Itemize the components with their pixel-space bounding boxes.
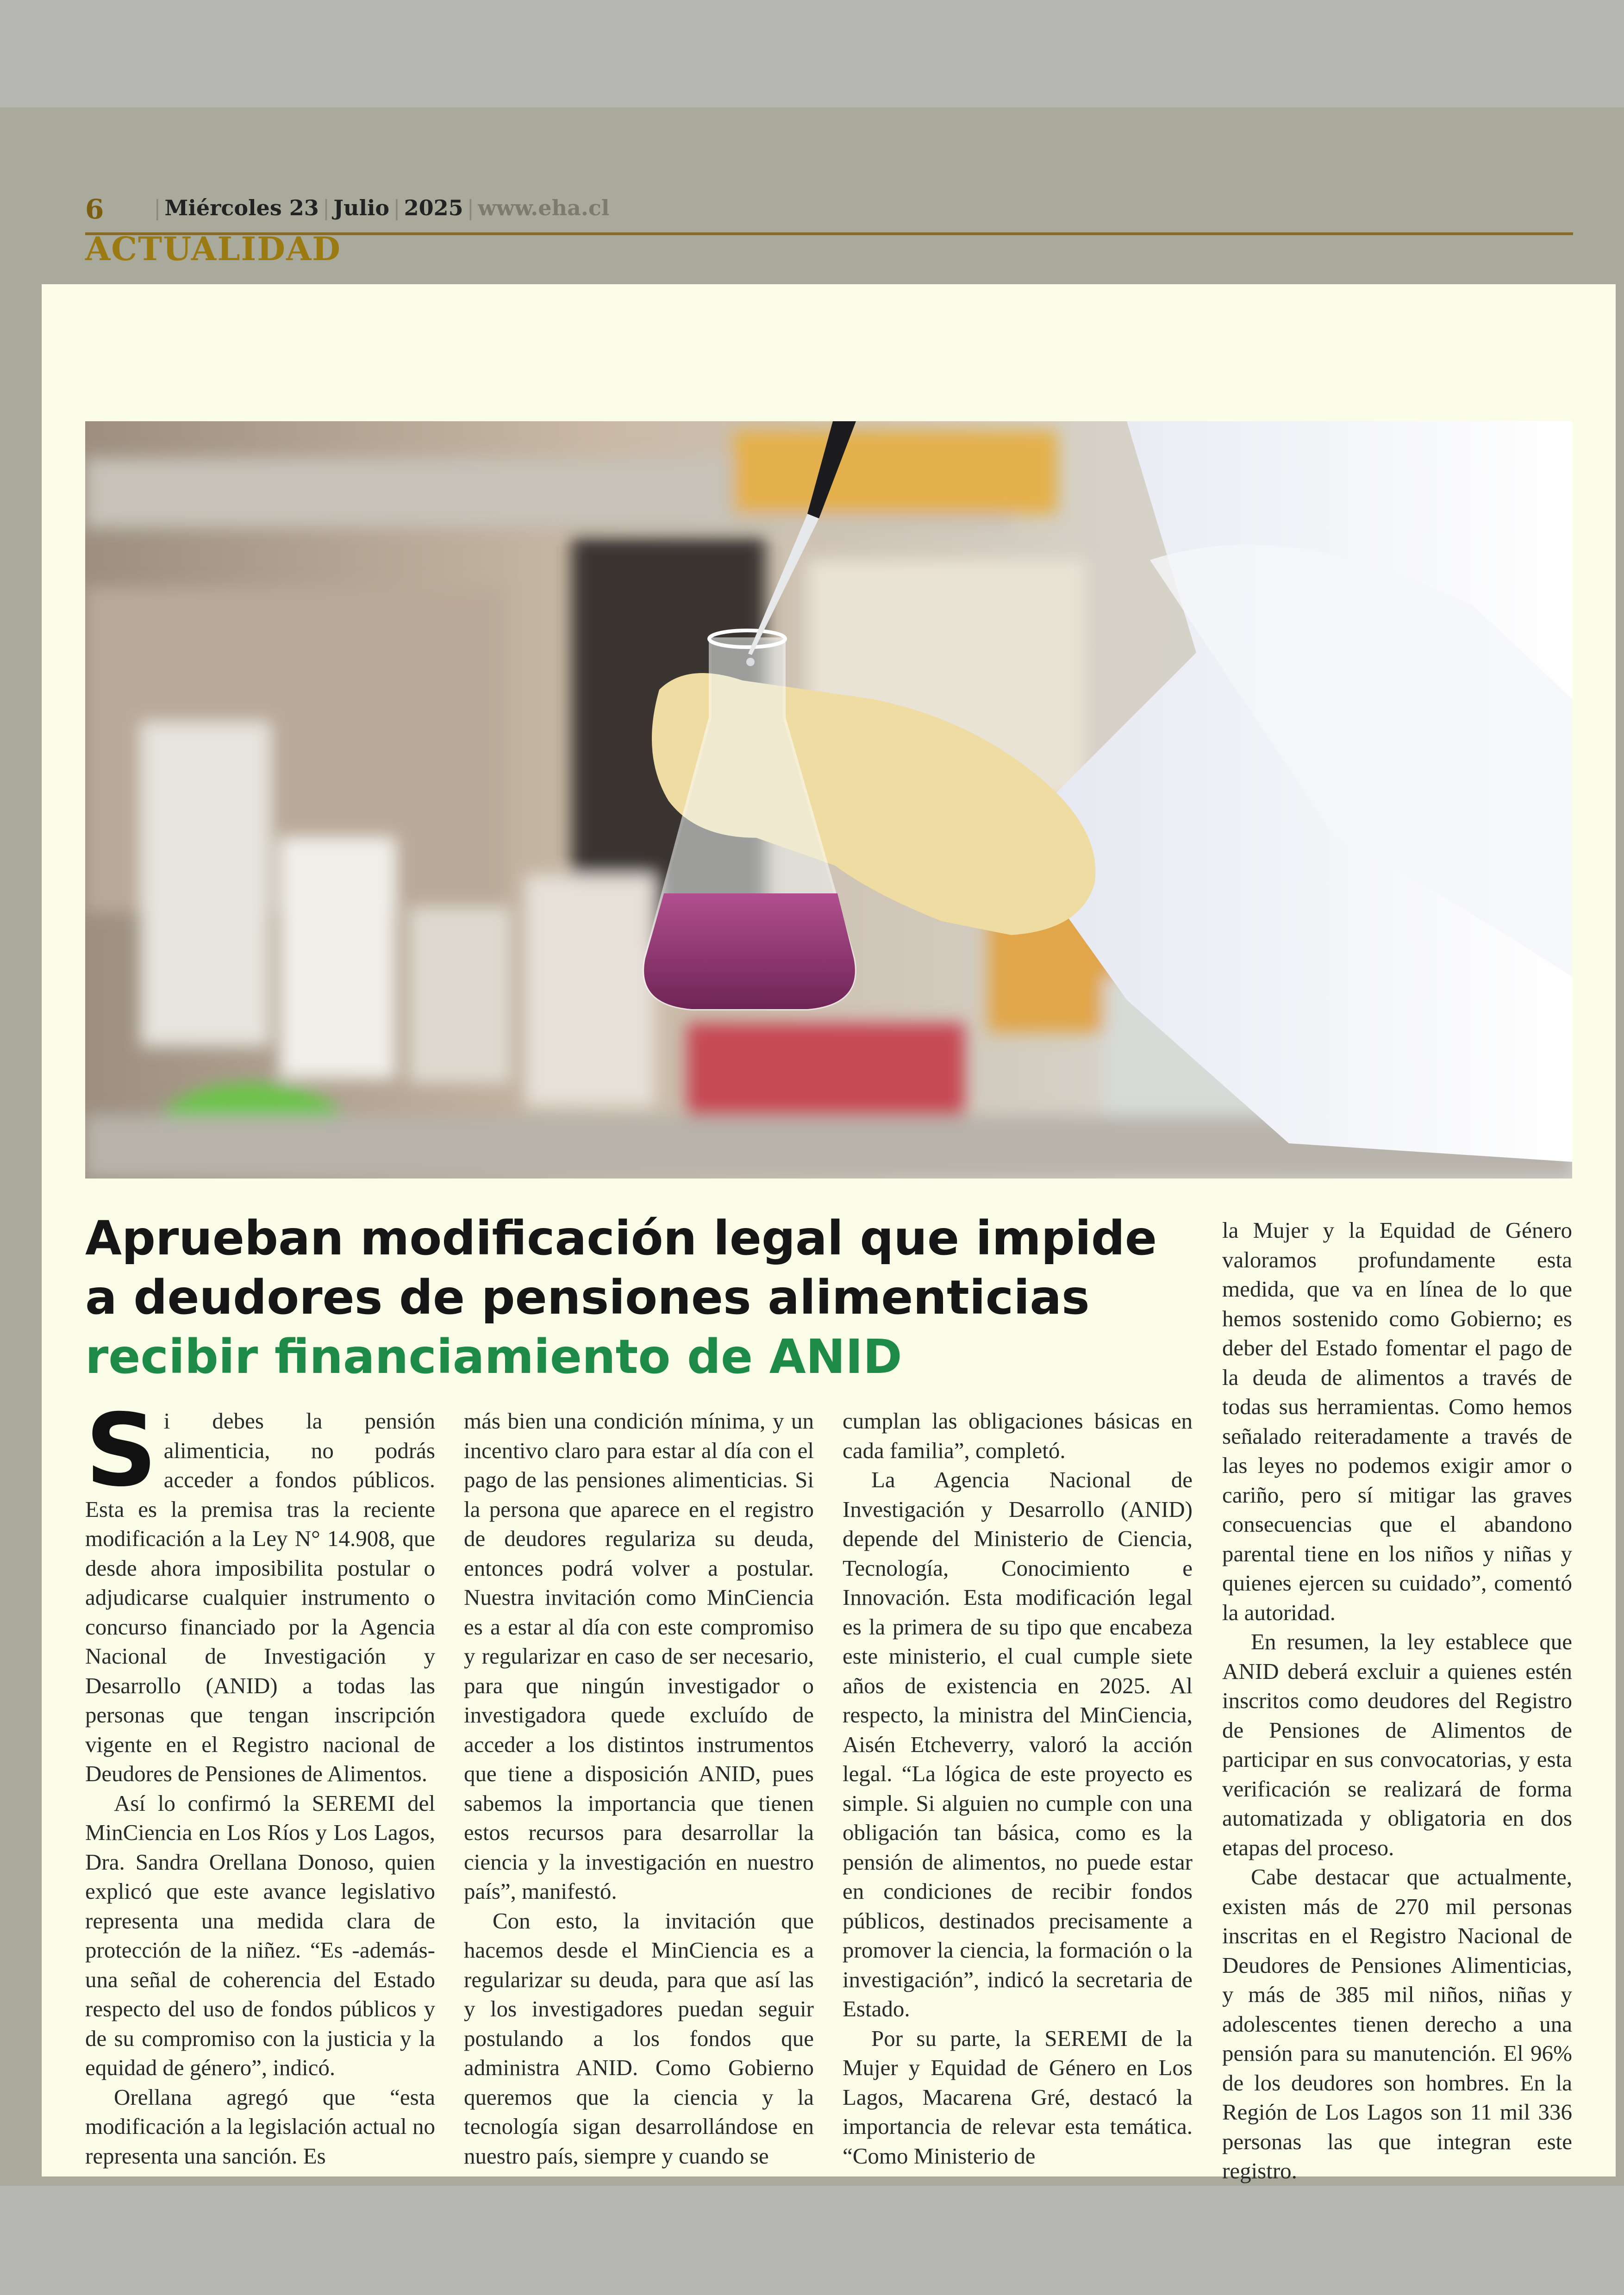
article-column-3	[843, 1406, 1193, 2170]
dateline: | Miércoles 23 | Julio | 2025 | www.eha.cl	[154, 195, 610, 220]
article-column-4	[1222, 1216, 1572, 2186]
article-headline	[85, 1209, 1206, 1387]
article-column-2	[464, 1406, 814, 2170]
paragraph: más bien una condición mínima, y un incentivo claro para estar al día con el pago de las pensiones alimenticias. Si la persona que aparece en el registro de deudores regulariza su deuda, entonces podrá volver a postular. Nuestra invitación como MinCiencia es a estar al día con este compromiso y regularizar en caso de ser necesario, para que ningún investigador o investigadora quede excluído de acceder a los distintos instrumentos que tiene a disposición ANID, pues sabemos la importancia que tienen estos recursos para desarrollar la ciencia y la investigación en nuestro país”, manifestó.	[464, 1408, 814, 1904]
article-column-1	[85, 1392, 435, 2170]
paragraph: Orellana agregó que “esta modificación a la legislación actual no representa una sanción. Es	[85, 2084, 435, 2169]
date-year: 2025	[404, 195, 463, 220]
paragraph: En resumen, la ley establece que ANID deberá excluir a quienes estén inscritos como deudores del Registro de Pensiones de Alimentos de participar en sus convocatorias, y esta verificación se realizará de forma automatizada y obligatoria en dos etapas del proceso.	[1222, 1629, 1572, 1860]
page-number: 6	[85, 193, 104, 225]
website-link[interactable]: www.eha.cl	[478, 195, 610, 220]
headline-line-2: a deudores de pensiones alimenticias	[85, 1270, 1090, 1325]
article-card	[42, 284, 1616, 2183]
lab-flask-photo	[85, 421, 1572, 1179]
page-header	[85, 186, 1573, 235]
paragraph: cumplan las obligaciones básicas en cada familia”, completó.	[843, 1408, 1193, 1463]
date-day: Miércoles 23	[164, 195, 319, 220]
newspaper-page	[0, 107, 1624, 2186]
paragraph: la Mujer y la Equidad de Género valoramos profundamente esta medida, que va en línea de lo que hemos sostenido como Gobierno; es deber del Estado fomentar el pago de la deuda de alimentos a través de todas sus herramientas. Como hemos señalado reiteradamente a través de las leyes no podemos exigir amor o cariño, pero sí mitigar las graves consecuencias que el abandono parental tiene en los niños y niñas y quienes ejercen su cuidado”, comentó la autoridad.	[1222, 1217, 1572, 1625]
drop-cap: S	[85, 1392, 157, 1509]
paragraph: Con esto, la invitación que hacemos desde el MinCiencia es a regularizar su deuda, para que así las y los investigadores puedan seguir postulando a los fondos que administra ANID. Como Gobierno queremos que la ciencia y la tecnología sigan desarrollándose en nuestro país, siempre y cuando se	[464, 1908, 814, 2169]
headline-line-3: recibir financiamiento de ANID	[85, 1329, 902, 1384]
date-month: Julio	[333, 195, 390, 220]
paragraph: Si debes la pensión alimenticia, no podrás acceder a fondos públicos. Esta es la premisa tras la reciente modificación a la Ley N° 14.908, que desde ahora imposibilita postular o adjudicarse cualquier instrumento o concurso financiado por la Agencia Nacional de Investigación y Desarrollo (ANID) a todas las personas que tengan inscripción vigente en el Registro nacional de Deudores de Pensiones de Alimentos.	[85, 1392, 435, 1786]
paragraph: Por su parte, la SEREMI de la Mujer y Equidad de Género en Los Lagos, Macarena Gré, destacó la importancia de relevar esta temática. “Como Ministerio de	[843, 2025, 1193, 2169]
section-title: ACTUALIDAD	[85, 230, 341, 268]
paragraph: La Agencia Nacional de Investigación y Desarrollo (ANID) depende del Ministerio de Ciencia, Tecnología, Conocimiento e Innovación. Esta modificación legal es la primera de su tipo que encabeza este ministerio, el cual cumple siete años de existencia en 2025. Al respecto, la ministra del MinCiencia, Aisén Etcheverry, valoró la acción legal. “La lógica de este proyecto es simple. Si alguien no cumple con una obligación tan básica, como es la pensión de alimentos, no puede estar en condiciones de recibir fondos públicos, destinados precisamente a promover la ciencia, la formación o la investigación”, indicó la secretaria de Estado.	[843, 1467, 1193, 2021]
headline-line-1: Aprueban modificación legal que impide	[85, 1211, 1157, 1266]
paragraph: Así lo confirmó la SEREMI del MinCiencia en Los Ríos y Los Lagos, Dra. Sandra Orellana Donoso, quien explicó que este avance legislativo representa una medida clara de protección de la niñez. “Es -además- una señal de coherencia del Estado respecto del uso de fondos públicos y de su compromiso con la justicia y la equidad de género”, indicó.	[85, 1790, 435, 2080]
paragraph: Cabe destacar que actualmente, existen más de 270 mil personas inscritas en el Registro Nacional de Deudores de Pensiones Alimenticias, y más de 385 mil niños, niñas y adolescentes tienen derecho a una pensión para su manutención. El 96% de los deudores son hombres. En la Región de Los Lagos son 11 mil 336 personas las que integran este registro.	[1222, 1864, 1572, 2183]
